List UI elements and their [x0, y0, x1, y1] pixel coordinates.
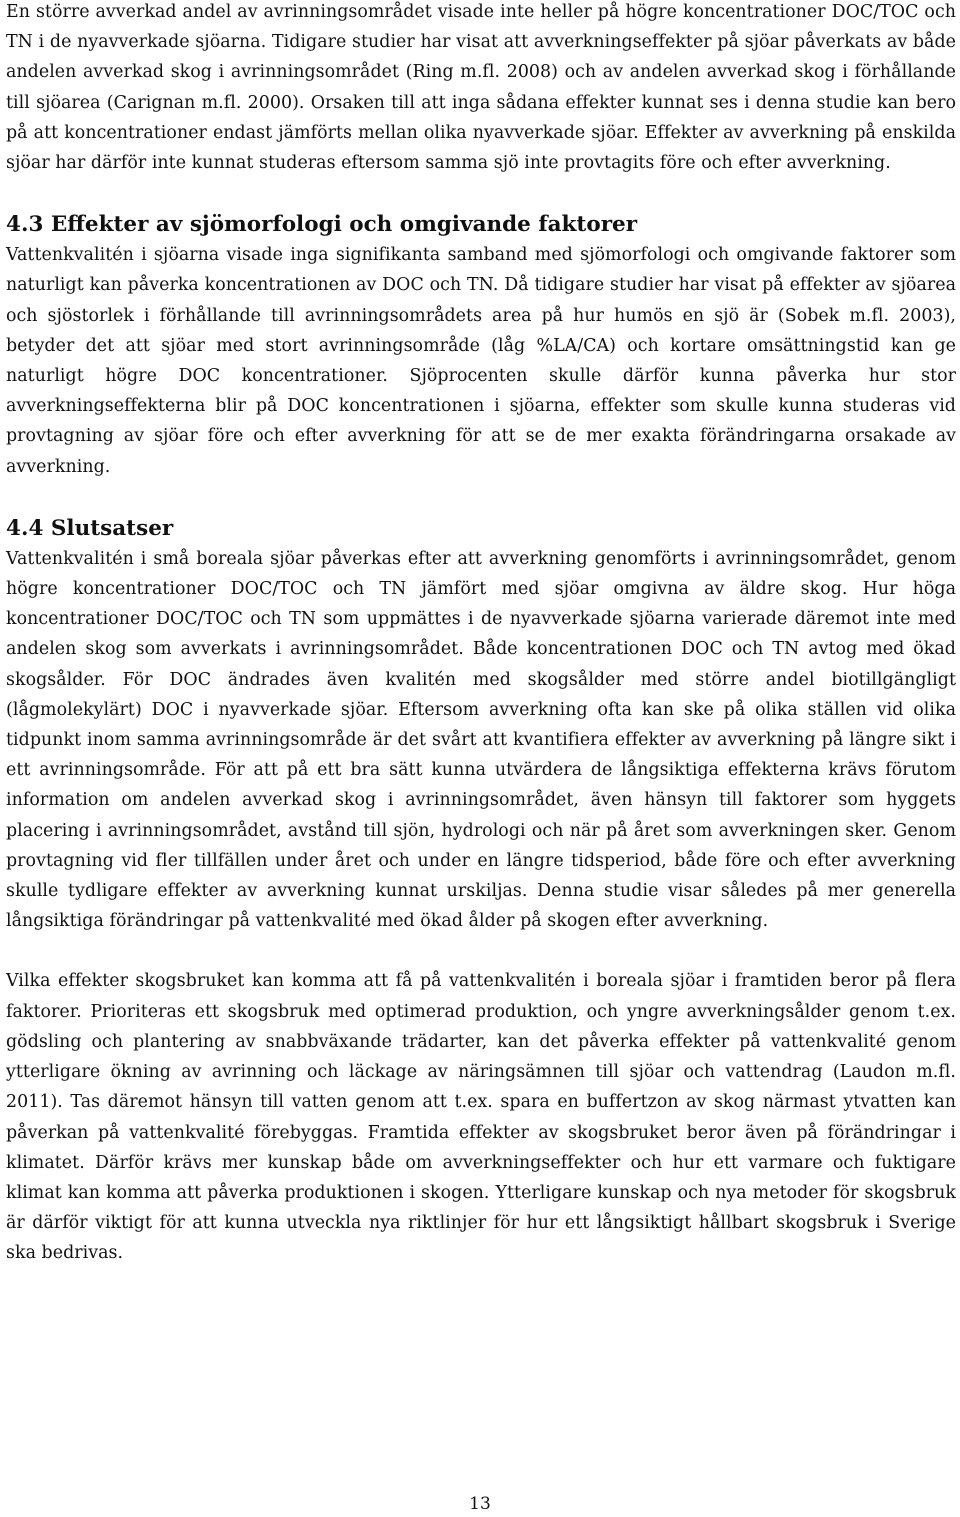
- page-number: 13: [469, 1494, 491, 1514]
- section-4-4-paragraph-1: Vattenkvalitén i små boreala sjöar påverkas efter att avverkning genomförts i avrinningsområdet, genom högre koncentrationer DOC/TOC och TN jämfört med sjöar omgivna av äldre skog. Hur höga koncentrationer DOC/TOC och TN som uppmättes i de nyavverkade sjöarna varierade däremot inte med andelen skog som avverkats i avrinningsområdet. Både koncentrationen DOC och TN avtog med ökad skogsålder. För DOC ändrades även kvalitén med skogsålder med större andel biotillgängligt (lågmolekylärt) DOC i nyavverkade sjöar. Eftersom avverkning ofta kan ske på olika ställen vid olika tidpunkt inom samma avrinningsområde är det svårt att kvantifiera effekter av avverkning på längre sikt i ett avrinningsområde. För att på ett bra sätt kunna utvärdera de långsiktiga effekterna krävs förutom information om andelen avverkad skog i avrinningsområdet, även hänsyn till faktorer som hyggets placering i avrinningsområdet, avstånd till sjön, hydrologi och när på året som avverkningen sker. Genom provtagning vid fler tillfällen under året och under en längre tidsperiod, både före och efter avverkning skulle tydligare effekter av avverkning kunnat urskiljas. Denna studie visar således på mer generella långsiktiga förändringar på vattenkvalité med ökad ålder på skogen efter avverkning.: [6, 548, 956, 932]
- section-4-3-paragraph: Vattenkvalitén i sjöarna visade inga signifikanta samband med sjömorfologi och omgivande faktorer som naturligt kan påverka koncentrationen av DOC och TN. Då tidigare studier har visat på effekter av sjöarea och sjöstorlek i förhållande till avrinningsområdets area på hur humös en sjö är (Sobek m.fl. 2003), betyder det att sjöar med stort avrinningsområde (låg %LA/CA) och kortare omsättningstid kan ge naturligt högre DOC koncentrationer. Sjöprocenten skulle därför kunna påverka hur stor avverkningseffekterna blir på DOC koncentrationen i sjöarna, effekter som skulle kunna studeras vid provtagning av sjöar före och efter avverkning för att se de mer exakta förändringarna orsakade av avverkning.: [6, 245, 956, 477]
- section-4-4-heading: 4.4 Slutsatser: [6, 515, 174, 541]
- section-4-4-paragraph-2: Vilka effekter skogsbruket kan komma att få på vattenkvalitén i boreala sjöar i framtiden beror på flera faktorer. Prioriteras ett skogsbruk med optimerad produktion, och yngre avverkningsålder genom t.ex. gödsling och plantering av snabbväxande trädarter, kan det påverka effekter på vattenkvalité genom ytterligare ökning av avrinning och läckage av näringsämnen till sjöar och vattendrag (Laudon m.fl. 2011). Tas däremot hänsyn till vatten genom att t.ex. spara en buffertzon av skog närmast ytvatten kan påverkan på vattenkvalité förebyggas. Framtida effekter av skogsbruket beror även på förändringar i klimatet. Därför krävs mer kunskap både om avverkningseffekter och hur ett varmare och fuktigare klimat kan komma att påverka produktionen i skogen. Ytterligare kunskap och nya metoder för skogsbruk är därför viktigt för att kunna utveckla nya riktlinjer för hur ett långsiktigt hållbart skogsbruk i Sverige ska bedrivas.: [6, 971, 956, 1264]
- document-page: [6, 0, 956, 1269]
- intro-paragraph: En större avverkad andel av avrinningsområdet visade inte heller på högre koncentrationer DOC/TOC och TN i de nyavverkade sjöarna. Tidigare studier har visat att avverkningseffekter på sjöar påverkats av både andelen avverkad skog i avrinningsområdet (Ring m.fl. 2008) och av andelen avverkad skog i förhållande till sjöarea (Carignan m.fl. 2000). Orsaken till att inga sådana effekter kunnat ses i denna studie kan bero på att koncentrationer endast jämförts mellan olika nyavverkade sjöar. Effekter av avverkning på enskilda sjöar har därför inte kunnat studeras eftersom samma sjö inte provtagits före och efter avverkning.: [6, 2, 956, 174]
- section-4-3-heading: 4.3 Effekter av sjömorfologi och omgivande faktorer: [6, 212, 638, 238]
